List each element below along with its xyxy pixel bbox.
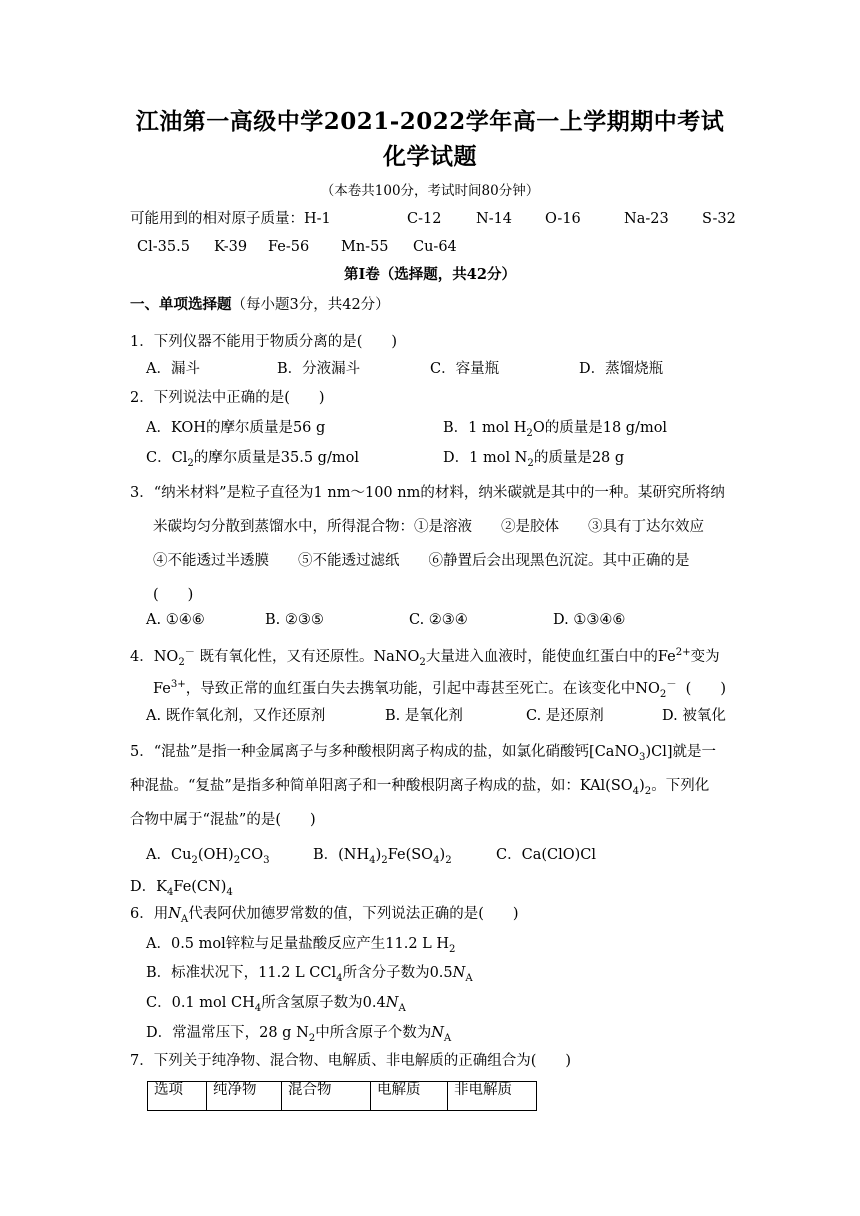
- table-header-cell: 混合物: [282, 1082, 371, 1111]
- mass-c: C-12: [407, 211, 442, 227]
- q1-option-a: A．漏斗: [146, 361, 200, 377]
- q4-option-d: D. 被氧化: [662, 708, 726, 724]
- q3-option-a: A. ①④⑥: [146, 612, 205, 628]
- q4-option-b: B. 是氧化剂: [385, 708, 463, 724]
- q4-text-c: 变为: [690, 649, 720, 665]
- q3-option-c: C. ②③④: [409, 612, 468, 628]
- q1-option-b: B．分液漏斗: [277, 361, 361, 377]
- section-heading-rest: （每小题3分，共42分）: [231, 297, 390, 313]
- q5-line-3: 合物中属于“混盐”的是( ): [130, 812, 316, 828]
- mass-k: K-39: [214, 239, 248, 255]
- q6-option-d: D．常温常压下，28 g $N_2$中所含原子个数为$N_A$: [146, 1025, 452, 1044]
- q4-line-1: 4．$NO_2^-$ 既有氧化性，又有还原性。NaNO$_2$大量进入血液时，能使血红蛋白中的$Fe^{2+}$变为: [130, 647, 720, 668]
- exam-title: 江油第一高级中学2021-2022学年高一上学期期中考试: [135, 108, 725, 135]
- exam-note: （本卷共100分，考试时间80分钟）: [320, 183, 540, 199]
- q4-fe: Fe: [153, 681, 171, 697]
- q5-text-c: 种混盐。“复盐”是指多种简单阳离子和一种酸根阴离子构成的盐，如：KAl(SO: [130, 778, 633, 794]
- q3-line-1: 3．“纳米材料”是粒子直径为1 nm～100 nm的材料，纳米碳就是其中的一种。某研究所将纳: [130, 485, 725, 501]
- q3-line-2: 米碳均匀分散到蒸馏水中，所得混合物：①是溶液 ②是胶体 ③具有丁达尔效应: [153, 519, 704, 535]
- q6-text-a: 6．用: [130, 906, 169, 922]
- q4-line-2: $Fe^{3+}$，导致正常的血红蛋白失去携氧功能，引起中毒甚至死亡。在该变化中$NO_2^-$ ( ): [153, 679, 726, 700]
- table-header-cell: 电解质: [371, 1082, 448, 1111]
- q5-option-a: A．$Cu_2(OH)_2CO_3$: [146, 847, 270, 866]
- q5-line-2: 种混盐。“复盐”是指多种简单阳离子和一种酸根阴离子构成的盐，如：$KAl(SO_4)_2$。下列化: [130, 778, 710, 797]
- q2-stem: 2．下列说法中正确的是( ): [130, 390, 325, 406]
- q5-option-b: B．$(NH_4)_2Fe(SO_4)_2$: [313, 847, 452, 866]
- table-row: [148, 1082, 537, 1111]
- q3-option-b: B. ②③⑤: [265, 612, 324, 628]
- q7-table: [147, 1081, 537, 1111]
- section-heading: [130, 296, 390, 314]
- mass-n: N-14: [476, 211, 513, 227]
- q5-text-d: 。下列化: [651, 778, 710, 794]
- exam-subtitle: 化学试题: [383, 143, 477, 170]
- q3-line-3: ④不能透过半透膜 ⑤不能透过滤纸 ⑥静置后会出现黑色沉淀。其中正确的是: [153, 553, 690, 569]
- q5-option-d: D．$K_4Fe(CN)_4$: [130, 879, 233, 898]
- q4-text-d: ，导致正常的血红蛋白失去携氧功能，引起中毒甚至死亡。在该变化中NO: [185, 681, 660, 697]
- q4-option-a: A. 既作氧化剂，又作还原剂: [146, 708, 326, 724]
- q6-stem: 6．用$N_A$代表阿伏加德罗常数的值，下列说法正确的是( ): [130, 906, 519, 925]
- table-header-cell: 纯净物: [207, 1082, 282, 1111]
- volume-title: 第Ⅰ卷（选择题，共42分）: [344, 266, 516, 283]
- q3-line-4: ( ): [153, 587, 194, 603]
- q5-text-a: 5．“混盐”是指一种金属离子与多种酸根阴离子构成的盐，如氯化硝酸钙[CaNO: [130, 744, 640, 760]
- q4-text-a: 既有氧化性，又有还原性。NaNO: [199, 649, 420, 665]
- q6-option-c: C．0.1 mol $CH_4$所含氢原子数为$0.4N_A$: [146, 995, 406, 1014]
- q2-option-b: B．1 mol $H_2O$的质量是18 g/mol: [443, 420, 668, 439]
- table-header-cell: 选项: [148, 1082, 207, 1111]
- q1-option-d: D．蒸馏烧瓶: [579, 361, 664, 377]
- q5-text-b: )Cl]就是一: [645, 744, 717, 760]
- q2-option-a: A．KOH的摩尔质量是56 g: [146, 420, 326, 436]
- q6-text-b: 代表阿伏加德罗常数的值，下列说法正确的是( ): [188, 906, 519, 922]
- q7-stem: 7．下列关于纯净物、混合物、电解质、非电解质的正确组合为( ): [130, 1053, 572, 1069]
- mass-na: Na-23: [624, 211, 669, 227]
- mass-o: O-16: [545, 211, 581, 227]
- q5-line-1: 5．“混盐”是指一种金属离子与多种酸根阴离子构成的盐，如氯化硝酸钙[CaNO$_3$)Cl]就是一: [130, 744, 717, 763]
- q2-option-d: D．1 mol $N_2$的质量是28 g: [443, 450, 625, 469]
- q1-stem: 1．下列仪器不能用于物质分离的是( ): [130, 334, 398, 350]
- mass-s: S-32: [702, 211, 736, 227]
- mass-mn: Mn-55: [341, 239, 389, 255]
- q4-paren: ( ): [685, 681, 726, 697]
- mass-fe: Fe-56: [268, 239, 310, 255]
- q4-number: 4．: [130, 649, 154, 665]
- mass-cl: Cl-35.5: [137, 239, 190, 255]
- q2-option-c: C．$Cl_2$的摩尔质量是35.5 g/mol: [146, 450, 359, 469]
- mass-h: 可能用到的相对原子质量：H-1: [130, 211, 331, 227]
- q6-option-a: A．0.5 mol锌粒与足量盐酸反应产生11.2 L $H_2$: [146, 936, 456, 955]
- q1-option-c: C．容量瓶: [430, 361, 500, 377]
- q5-option-c: C．Ca(ClO)Cl: [496, 847, 596, 863]
- mass-cu: Cu-64: [413, 239, 457, 255]
- table-header-cell: 非电解质: [448, 1082, 537, 1111]
- q4-option-c: C. 是还原剂: [526, 708, 604, 724]
- q4-text-b: 大量进入血液时，能使血红蛋白中的Fe: [425, 649, 676, 665]
- q3-option-d: D. ①③④⑥: [553, 612, 626, 628]
- q6-option-b: B．标准状况下，11.2 L CCl$_4$所含分子数为$0.5N_A$: [146, 965, 473, 984]
- section-heading-bold: 一、单项选择题: [130, 296, 232, 313]
